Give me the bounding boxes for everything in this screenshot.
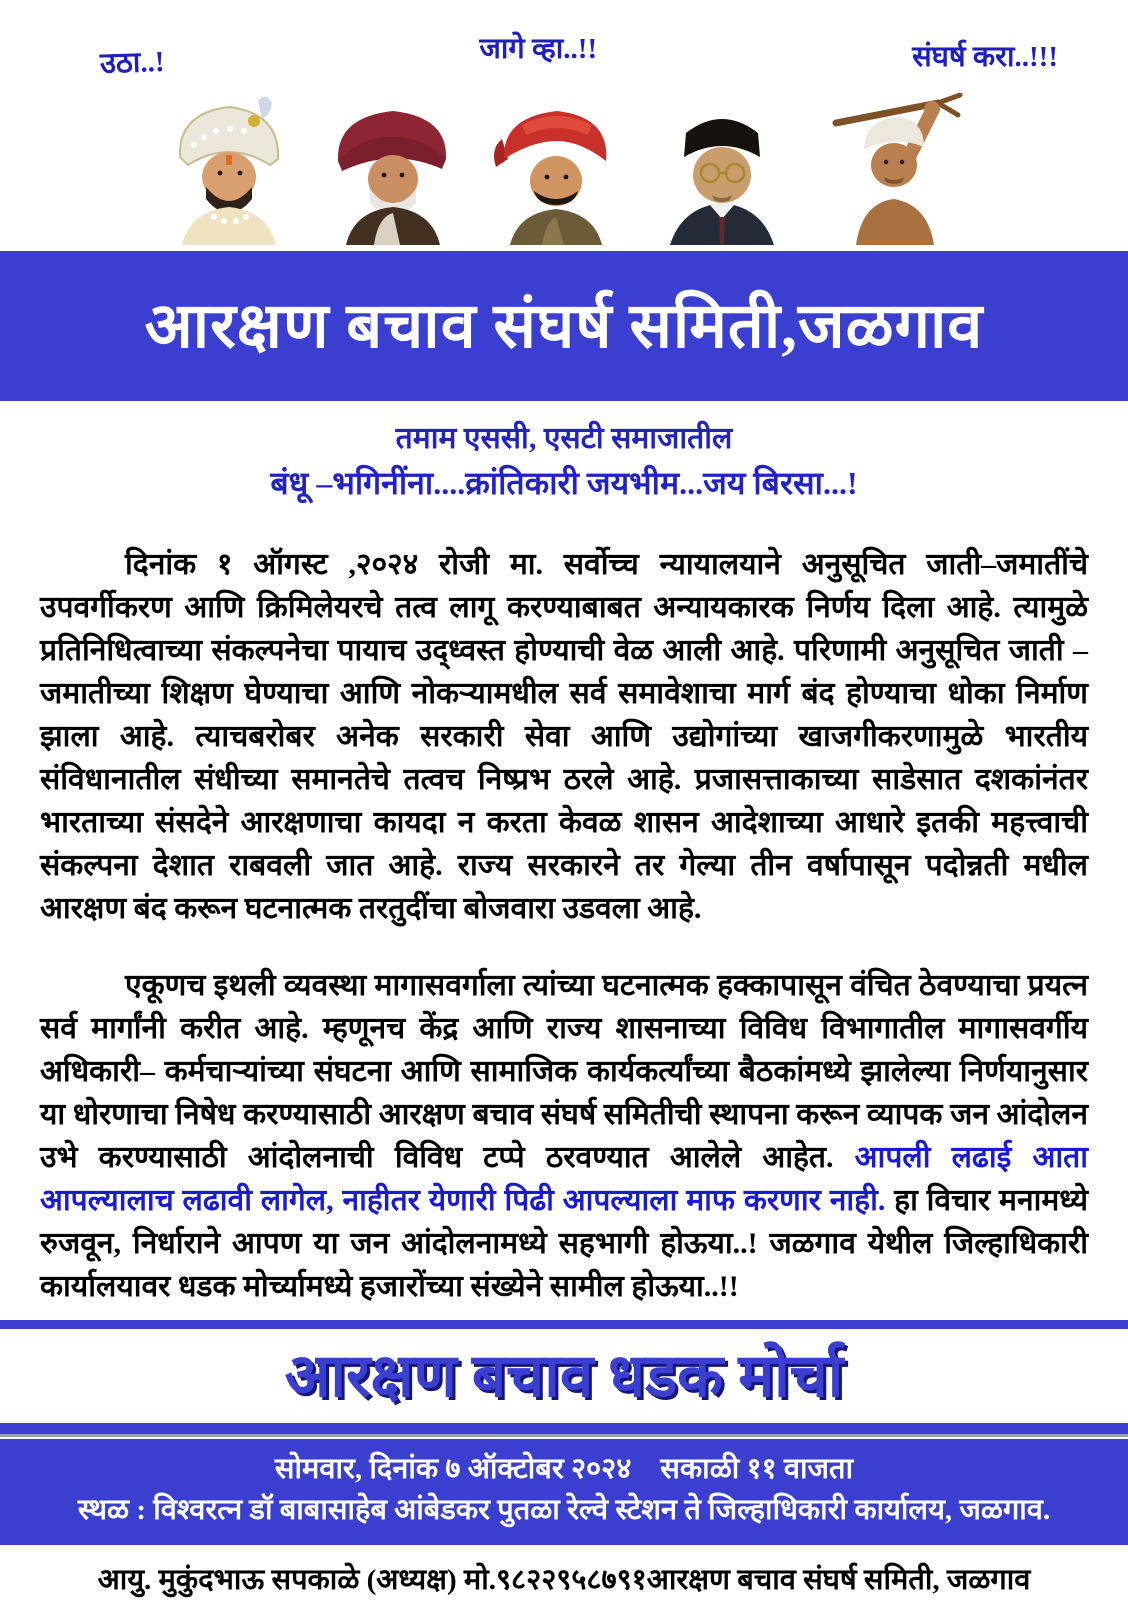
- portrait-dr-ambedkar-image: [638, 93, 806, 245]
- schedule-band: [0, 1439, 1128, 1545]
- leaders-portrait-strip: [0, 91, 1128, 245]
- portrait-shivaji-maharaj-image: [148, 93, 310, 245]
- paragraph-1: दिनांक १ ऑगस्ट ,२०२४ रोजी मा. सर्वोच्च न्यायालयाने अनुसूचित जाती–जमातींचे उपवर्गीकरण आणि क्रिमिलेयरचे तत्व लागू करण्याबाबत अन्यायकारक निर्णय दिला आहे. त्यामुळे प्रतिनिधित्वाच्या संकल्पनेचा पायाच उद्ध्वस्त होण्याची वेळ आली आहे. परिणामी अनुसूचित जाती – जमातीच्या शिक्षण घेण्याचा आणि नोकऱ्यामधील सर्व समावेशाचा मार्ग बंद होण्याचा धोका निर्माण झाला आहे. त्याचबरोबर अनेक सरकारी सेवा आणि उद्योगांच्या खाजगीकरणामुळे भारतीय संविधानातील संधीच्या समानतेचे तत्वच निष्प्रभ ठरले आहे. प्रजासत्ताकाच्या साडेसात दशकांनंतर भारताच्या संसदेने आरक्षणाचा कायदा न करता केवळ शासन आदेशाच्या आधारे इतकी महत्त्वाची संकल्पना देशात राबवली जात आहे. राज्य सरकारने तर गेल्या तीन वर्षापासून पदोन्नती मधील आरक्षण बंद करून घटनात्मक तरतुदींचा बोजवारा उडवला आहे.: [40, 548, 1088, 925]
- divider-rule-bottom: [0, 1423, 1128, 1437]
- committee-title: आरक्षण बचाव संघर्ष समिती,जळगाव: [144, 290, 984, 361]
- contact-line: आयु. मुकुंदभाऊ सपकाळे (अध्यक्ष) मो.९८२२९५८७९१आरक्षण बचाव संघर्ष समिती, जळगाव: [97, 1564, 1031, 1596]
- portrait-shahu-maharaj-image: [476, 95, 634, 245]
- paragraph-2-close: हा विचार मनामध्ये रुजवून, निर्धाराने आपण या जन आंदोलनामध्ये सहभागी होऊया..! जळगाव येथील जिल्हाधिकारी कार्यालयावर धडक मोर्च्यामध्ये हजारोंच्या संख्येने सामील होऊया..!!: [40, 1184, 1088, 1303]
- paragraph-2-highlight: आपली लढाई आता आपल्यालाच लढावी लागेल, नाहीतर येणारी पिढी आपल्याला माफ करणार नाही.: [40, 1141, 1088, 1217]
- paragraph-2-lead: एकूणच इथली व्यवस्था मागासवर्गाला त्यांच्या घटनात्मक हक्कापासून वंचित ठेवण्याचा प्रयत्न सर्व मार्गांनी करीत आहे. म्हणूनच केंद्र आणि राज्य शासनाच्या विविध विभागातील मागासवर्गीय अधिकारी– कर्मचाऱ्यांच्या संघटना आणि सामाजिक कार्यकर्त्यांच्या बैठकांमध्ये झालेल्या निर्णयानुसार या धोरणाचा निषेध करण्यासाठी आरक्षण बचाव संघर्ष समितीची स्थापना करून व्यापक जन आंदोलन उभे करण्यासाठी आंदोलनाची विविध टप्पे ठरवण्यात आलेले आहेत.: [40, 969, 1088, 1174]
- slogan-sangharsh: संघर्ष करा..!!!: [912, 41, 1058, 73]
- main-title-banner: [0, 251, 1128, 401]
- intro-line-greeting: बंधू –भगिनींना....क्रांतिकारी जयभीम...जय बिरसा...!: [270, 465, 858, 501]
- portrait-jyotiba-phule-image: [314, 95, 472, 245]
- slogan-row: [0, 0, 1128, 81]
- schedule-location: स्थळ : विश्वरत्न डॉ बाबासाहेब आंबेडकर पुतळा रेल्वे स्टेशन ते जिल्हाधिकारी कार्यालय, जळगाव.: [77, 1494, 1051, 1526]
- paragraph-2: [40, 964, 1088, 1308]
- slogan-utha: उठा..!: [99, 45, 166, 81]
- intro-address: [0, 421, 1128, 503]
- slogan-jage-vha: जागे व्हा..!!: [479, 33, 598, 65]
- divider-rule-top: [0, 1320, 1128, 1329]
- portrait-birsa-munda-image: [810, 93, 980, 245]
- body-text: [40, 543, 1088, 1308]
- schedule-date-time: सोमवार, दिनांक ७ ऑक्टोबर २०२४ सकाळी ११ वाजता: [274, 1453, 854, 1485]
- intro-line-community: तमाम एससी, एसटी समाजातील: [395, 422, 733, 455]
- march-title: आरक्षण बचाव धडक मोर्चा: [284, 1343, 844, 1409]
